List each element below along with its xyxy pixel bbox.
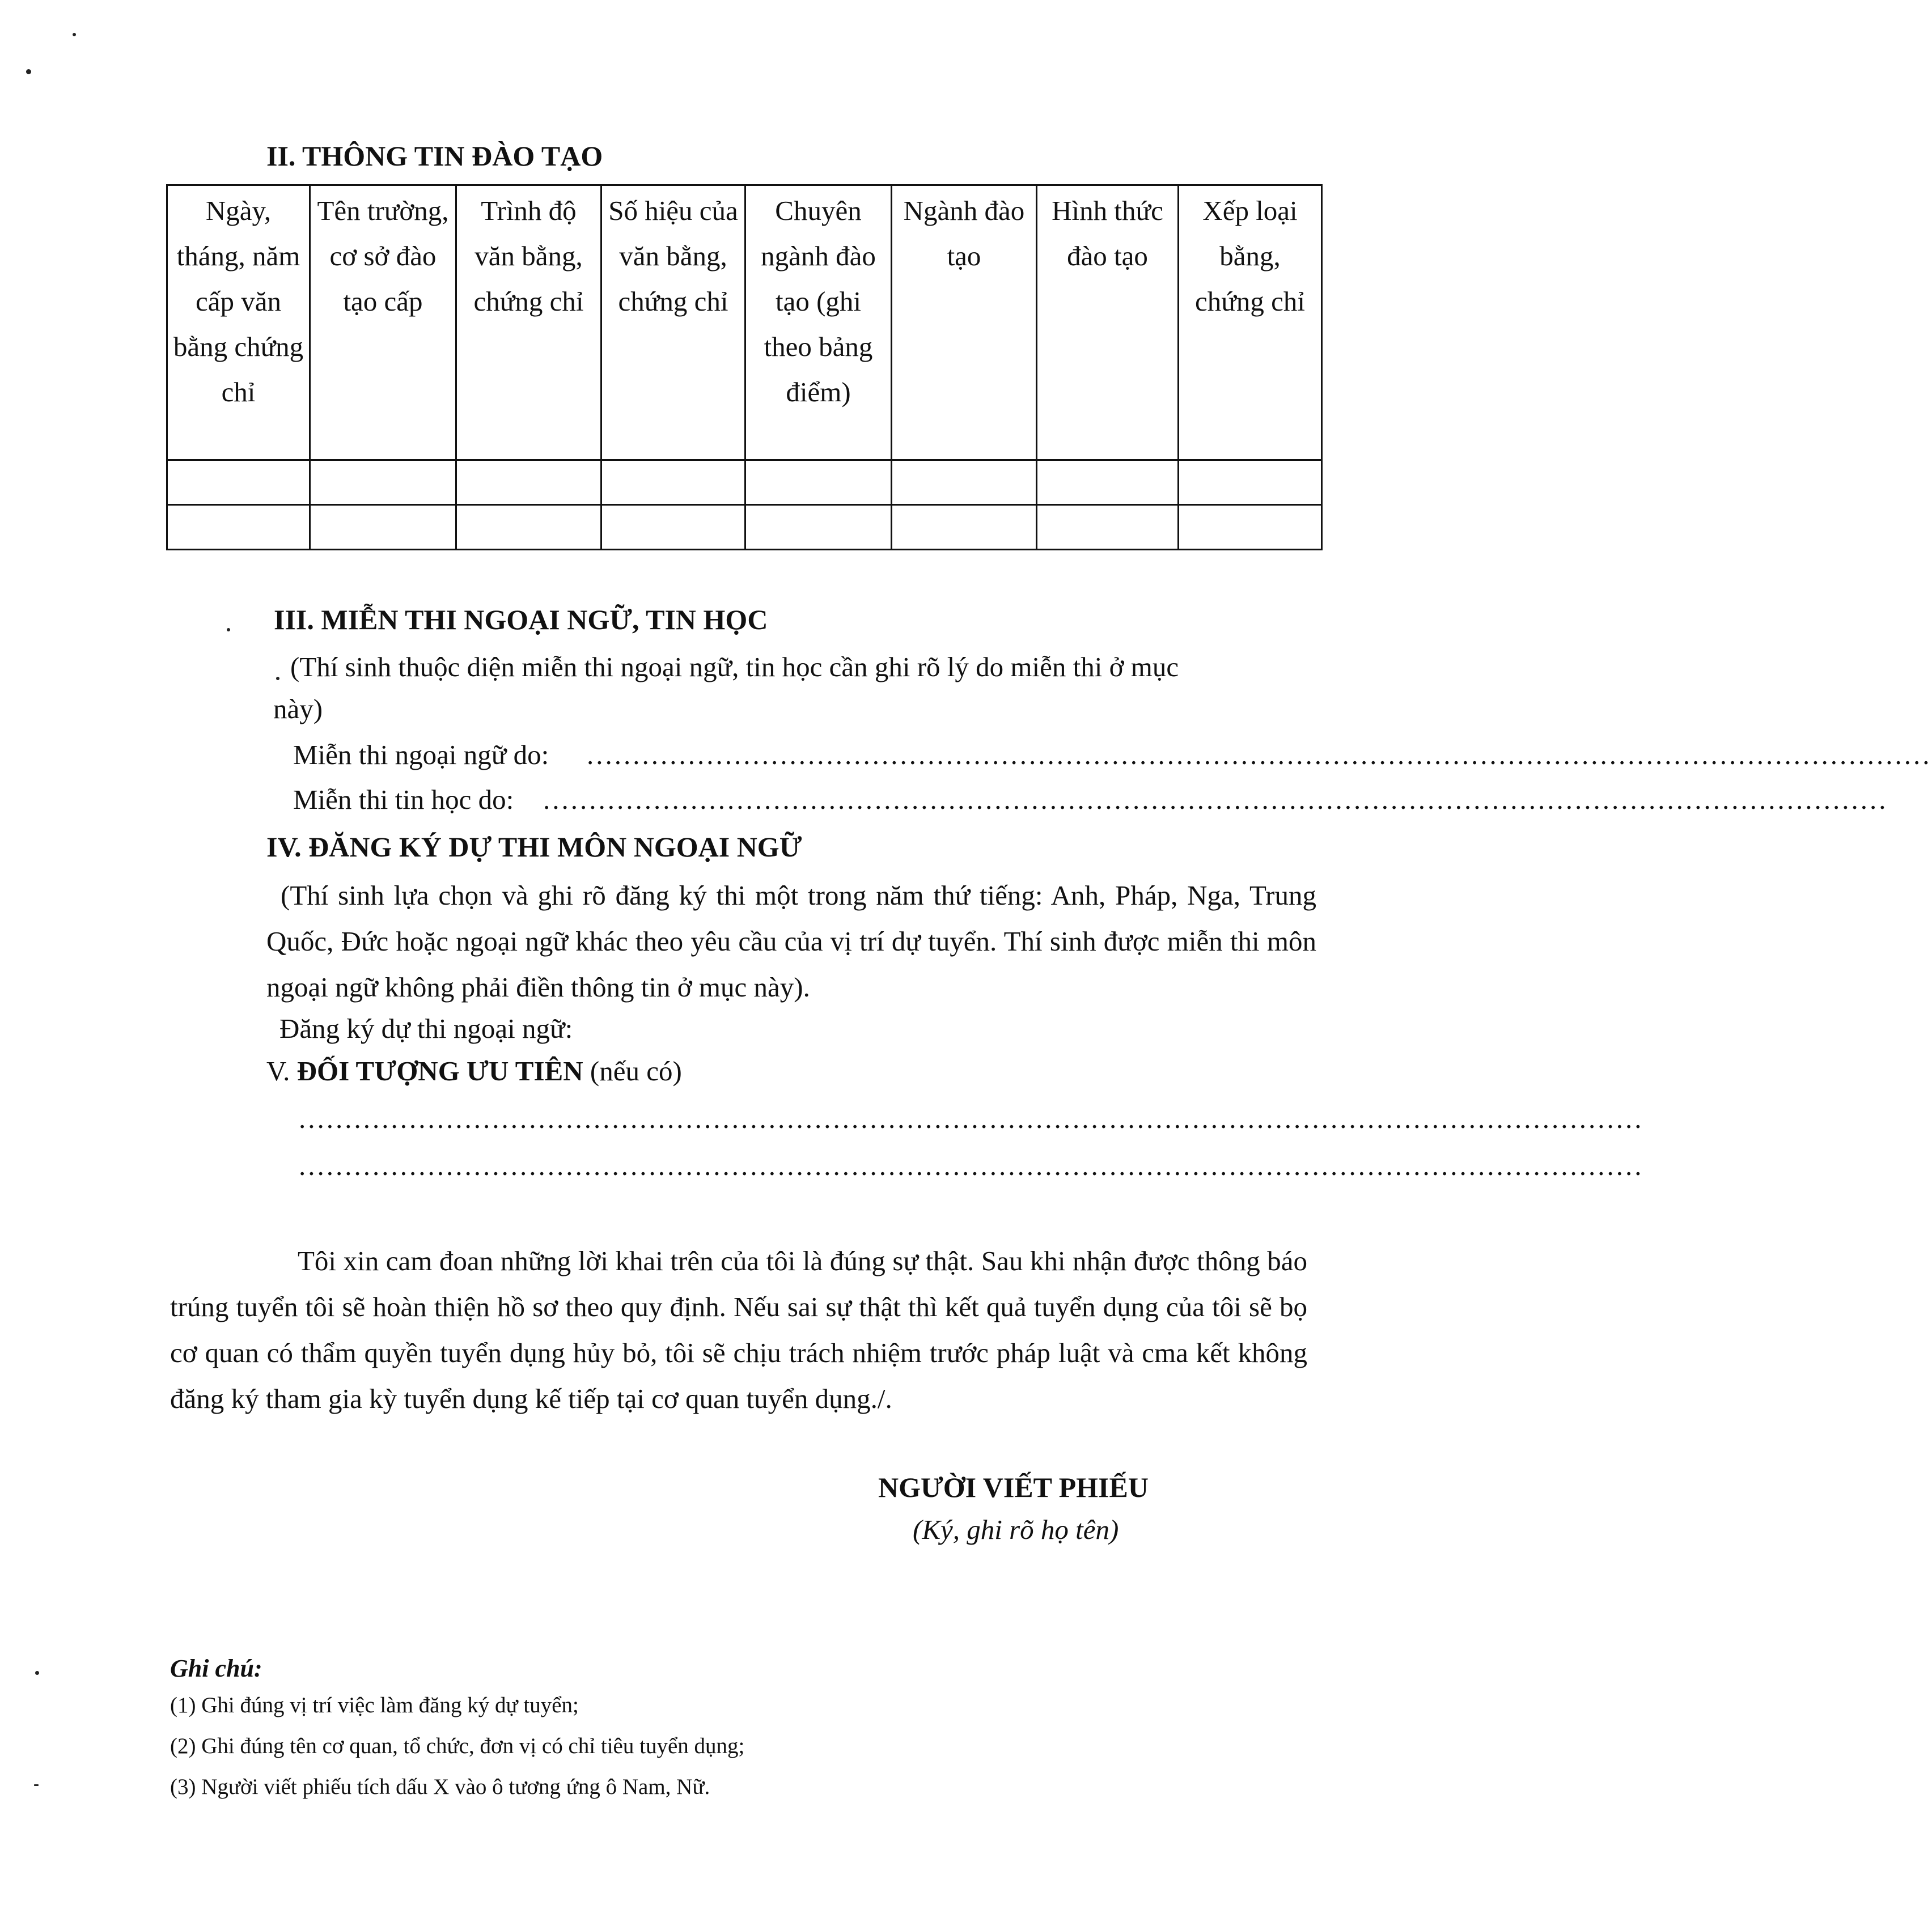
section3-title: III. MIỄN THI NGOẠI NGỮ, TIN HỌC	[274, 604, 768, 635]
table-cell[interactable]	[1179, 460, 1322, 505]
signature-title: NGƯỜI VIẾT PHIẾU	[878, 1471, 1149, 1503]
priority-input-line-2[interactable]: ..................................................................................................................................................	[299, 1150, 1644, 1181]
section4-note: (Thí sinh lựa chọn và ghi rõ đăng ký thi một trong năm thứ tiếng: Anh, Pháp, Nga, Trung Quốc, Đức hoặc ngoại ngữ khác theo yêu cầu của vị trí dự tuyển. Thí sinh được miễn thi môn ngoại ngữ không phải điền thông tin ở mục này).	[266, 880, 1316, 1003]
scan-speck	[73, 33, 76, 36]
it-exempt-input[interactable]: ..................................................................................................................................................	[543, 784, 1888, 815]
table-cell[interactable]	[601, 460, 745, 505]
scan-speck	[227, 628, 230, 631]
table-cell[interactable]	[167, 505, 310, 550]
table-cell[interactable]	[310, 460, 456, 505]
table-header-row	[167, 185, 1322, 460]
note-item: (2) Ghi đúng tên cơ quan, tổ chức, đơn vị có chỉ tiêu tuyển dụng;	[170, 1734, 745, 1758]
table-header-cell: Số hiệu của văn bằng, chứng chỉ	[601, 185, 745, 460]
note-item: (3) Người viết phiếu tích dấu X vào ô tương ứng ô Nam, Nữ.	[170, 1775, 710, 1799]
table-cell[interactable]	[1037, 460, 1179, 505]
it-exempt-label: Miễn thi tin học do:	[293, 784, 514, 815]
table-cell[interactable]	[456, 505, 601, 550]
table-cell[interactable]	[1179, 505, 1322, 550]
declaration-paragraph: Tôi xin cam đoan những lời khai trên của tôi là đúng sự thật. Sau khi nhận được thông báo trúng tuyển tôi sẽ hoàn thiện hồ sơ theo quy định. Nếu sai sự thật thì kết quả tuyển dụng của tôi sẽ bọ cơ quan có thẩm quyền tuyển dụng hủy bỏ, tôi sẽ chịu trách nhiệm trước pháp luật và cma kết không đăng ký tham gia kỳ tuyển dụng kế tiếp tại cơ quan tuyển dụng./.	[170, 1245, 1307, 1414]
table-cell[interactable]	[167, 460, 310, 505]
scan-speck	[34, 1784, 39, 1786]
signature-subtitle: (Ký, ghi rõ họ tên)	[913, 1514, 1119, 1545]
table-cell[interactable]	[601, 505, 745, 550]
section5-title-suffix: (nếu có)	[583, 1055, 682, 1087]
table-cell[interactable]	[456, 460, 601, 505]
section3-note-line1: (Thí sinh thuộc diện miễn thi ngoại ngữ, tin học cần ghi rõ lý do miễn thi ở mục	[290, 651, 1179, 682]
language-exempt-label: Miễn thi ngoại ngữ do:	[293, 739, 549, 770]
table-cell[interactable]	[745, 505, 892, 550]
scan-speck	[276, 677, 279, 680]
section5-title-bold: ĐỐI TƯỢNG ƯU TIÊN	[296, 1055, 583, 1087]
table-cell[interactable]	[892, 460, 1037, 505]
table-header-cell: Xếp loại bằng, chứng chỉ	[1179, 185, 1322, 460]
note-item: (1) Ghi đúng vị trí việc làm đăng ký dự tuyển;	[170, 1693, 579, 1717]
training-table	[166, 184, 1323, 550]
section4-title: IV. ĐĂNG KÝ DỰ THI MÔN NGOẠI NGỮ	[266, 831, 802, 863]
notes-title: Ghi chú:	[170, 1655, 262, 1682]
table-header-cell: Ngành đào tạo	[892, 185, 1037, 460]
section2-title: II. THÔNG TIN ĐÀO TẠO	[266, 140, 603, 172]
table-header-cell: Ngày, tháng, năm cấp văn bằng chứng chỉ	[167, 185, 310, 460]
table-header-cell: Trình độ văn bằng, chứng chỉ	[456, 185, 601, 460]
table-cell[interactable]	[892, 505, 1037, 550]
table-header-cell: Tên trường, cơ sở đào tạo cấp	[310, 185, 456, 460]
scan-speck	[26, 69, 31, 74]
table-cell[interactable]	[1037, 505, 1179, 550]
table-header-cell: Hình thức đào tạo	[1037, 185, 1179, 460]
table-header-cell: Chuyên ngành đào tạo (ghi theo bảng điểm)	[745, 185, 892, 460]
table-row	[167, 505, 1322, 550]
scan-speck	[35, 1671, 39, 1675]
table-row	[167, 460, 1322, 505]
priority-input-line-1[interactable]: ..................................................................................................................................................	[299, 1103, 1644, 1134]
table-cell[interactable]	[745, 460, 892, 505]
language-exempt-input[interactable]: ..................................................................................................................................................	[587, 739, 1932, 770]
table-cell[interactable]	[310, 505, 456, 550]
section5-title	[266, 1055, 682, 1087]
language-register-label: Đăng ký dự thi ngoại ngữ:	[279, 1013, 573, 1044]
section3-note-line2: này)	[273, 693, 323, 724]
section5-title-prefix: V.	[266, 1055, 297, 1087]
